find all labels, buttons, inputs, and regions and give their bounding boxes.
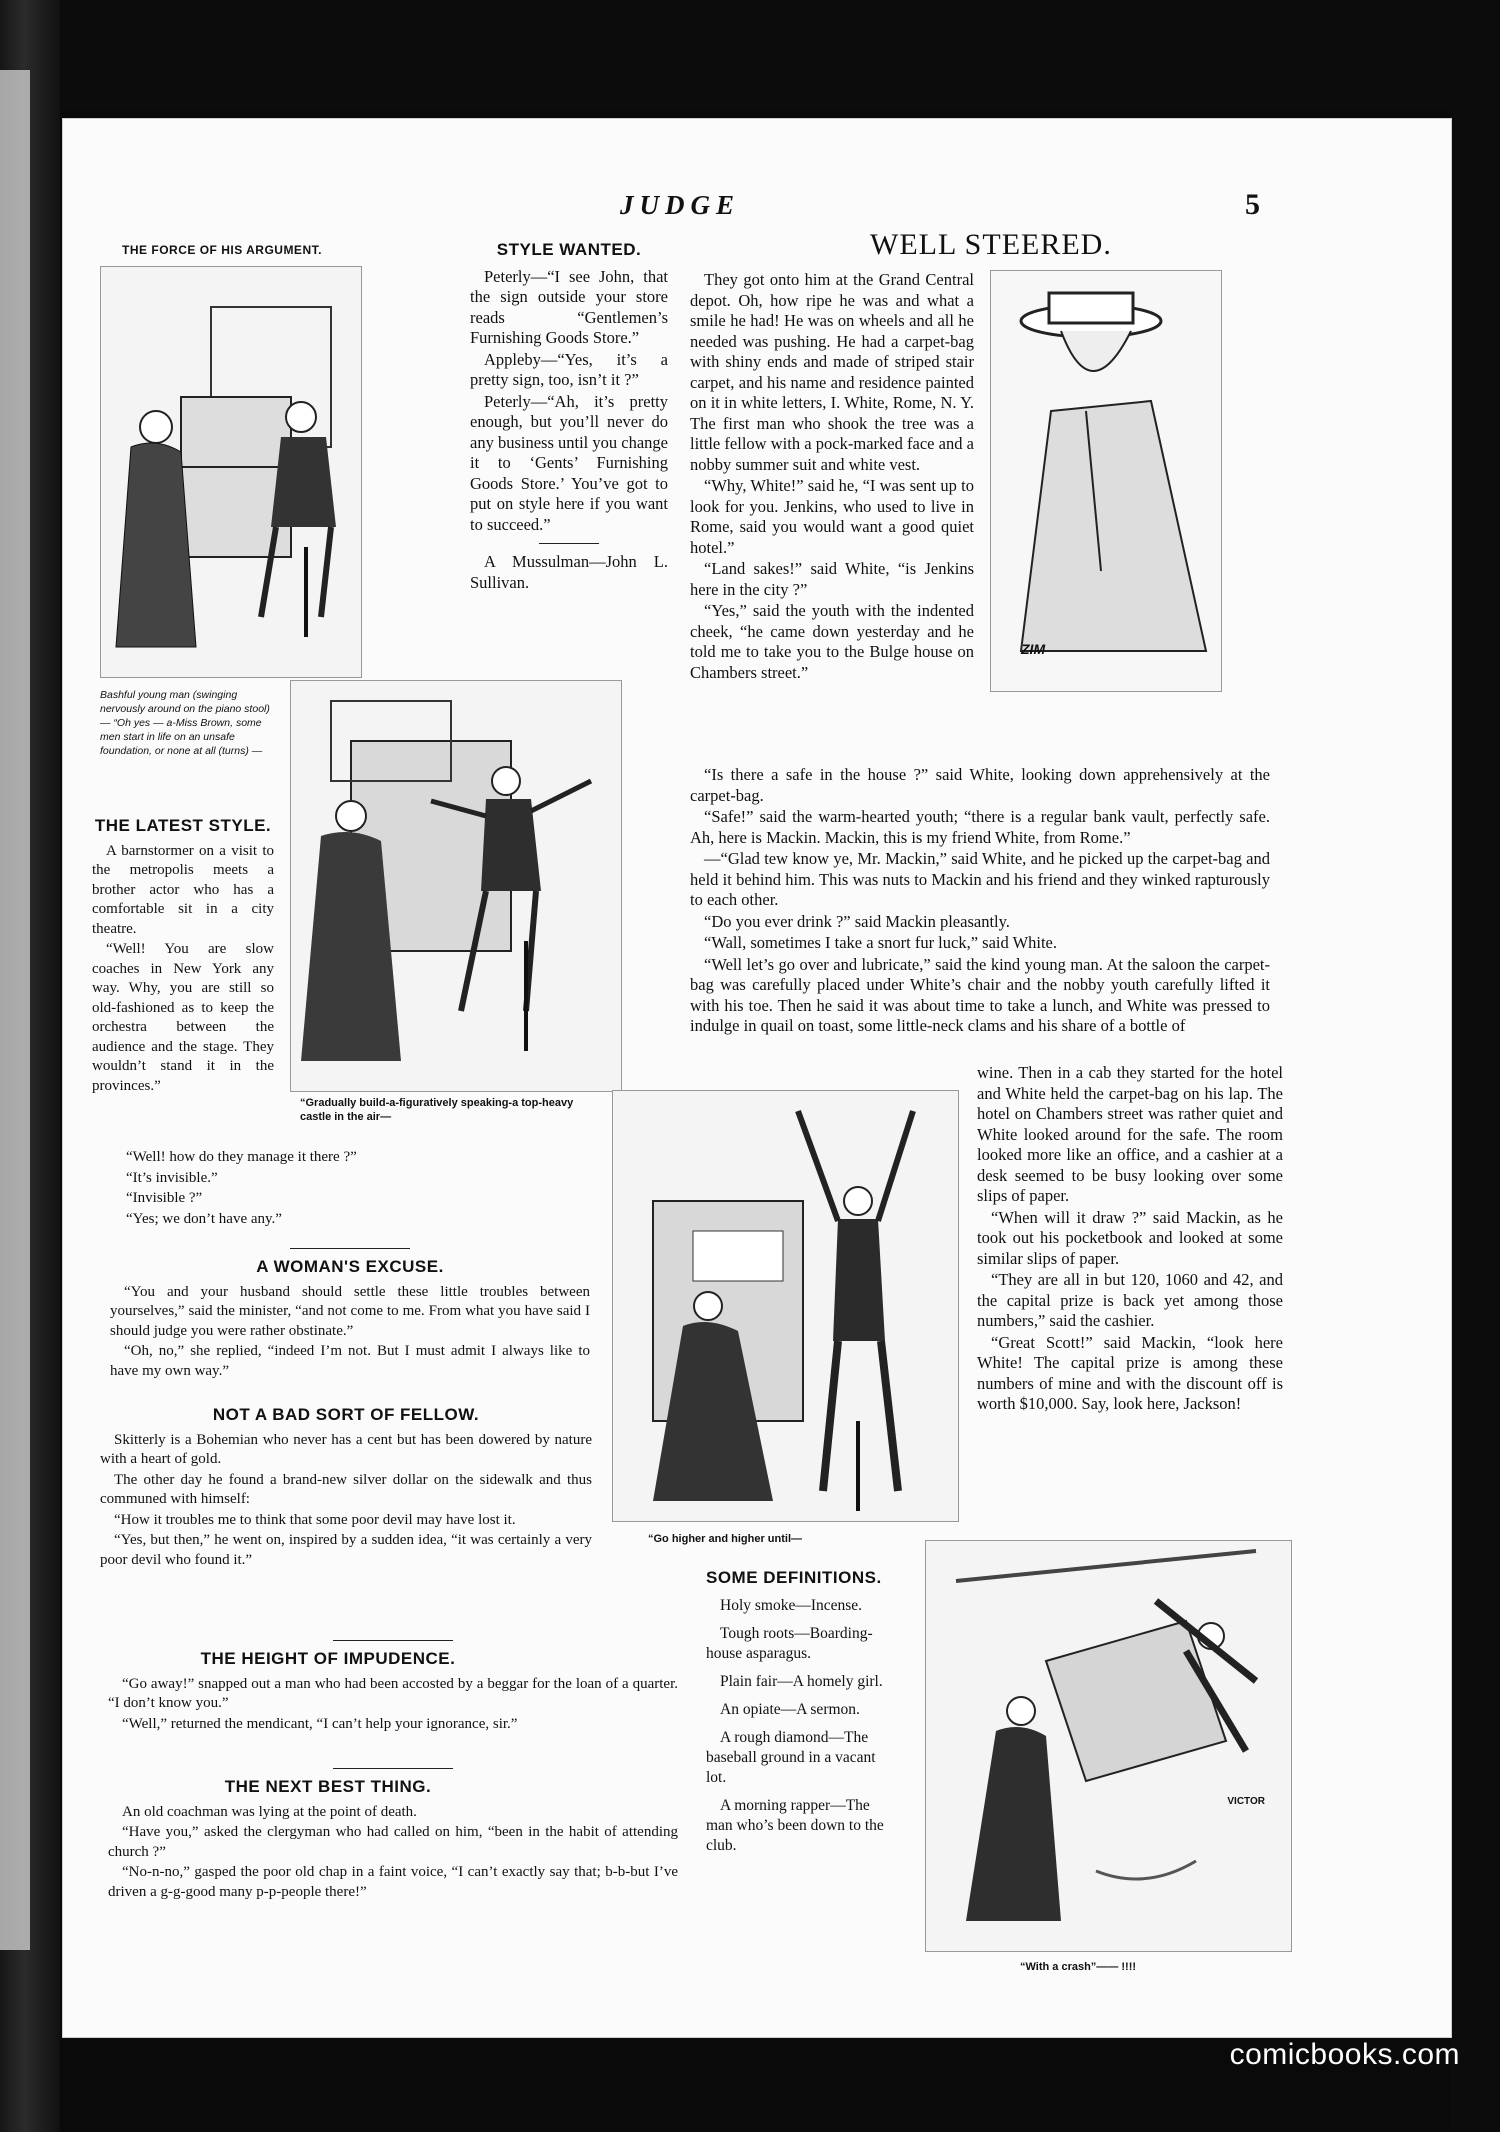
force-title-block	[92, 240, 352, 261]
illustration-crash	[925, 1540, 1292, 1952]
well-steered-title: WELL STEERED.	[870, 228, 1112, 261]
not-bad-paragraph: “How it troubles me to think that some poor devil may have lost it.	[114, 1511, 516, 1528]
definition-item: Tough roots—Boarding-house asparagus.	[706, 1625, 873, 1662]
illustration-piano-2	[290, 680, 622, 1092]
next-best-article	[108, 1760, 678, 1903]
style-wanted-article	[470, 240, 668, 594]
latest-style-paragraph: “Yes; we don’t have any.”	[126, 1210, 282, 1227]
definition-item: A morning rapper—The man who’s been down to the club.	[706, 1797, 884, 1854]
next-best-paragraph: An old coachman was lying at the point of death.	[122, 1803, 417, 1820]
next-best-paragraph: “No-n-no,” gasped the poor old chap in a faint voice, “I can’t exactly say that; b-b-but I’ve driven a g-g-good many p-p-people there!”	[108, 1864, 678, 1900]
figure4-signature: VICTOR	[1227, 1796, 1265, 1807]
latest-style-paragraph: “Invisible ?”	[126, 1190, 203, 1206]
figure2-caption: “Gradually build-a-figuratively speaking-a top-heavy castle in the air—	[300, 1097, 574, 1123]
definition-item: Plain fair—A homely girl.	[720, 1673, 883, 1690]
illustration-piano-1	[100, 266, 362, 678]
style-wanted-title: STYLE WANTED.	[496, 240, 642, 259]
well-steered-paragraph: “Wall, sometimes I take a snort fur luck,” said White.	[704, 933, 1058, 952]
style-wanted-paragraph: Peterly—“I see John, that the sign outside your store reads “Gentlemen’s Furnishing Goods Store.”	[470, 266, 668, 347]
divider	[333, 1640, 453, 1641]
not-bad-paragraph: “Yes, but then,” he went on, inspired by a sudden idea, “it was certainly a very poor devil who found it.”	[100, 1532, 592, 1568]
divider	[290, 1248, 410, 1249]
well-steered-article	[690, 270, 974, 684]
impudence-paragraph: “Go away!” snapped out a man who had been accosted by a beggar for the loan of a quarter. “I don’t know you.”	[108, 1675, 678, 1711]
impudence-article	[108, 1632, 678, 1735]
next-best-paragraph: “Have you,” asked the clergyman who had called on him, “been in the habit of attending church ?”	[108, 1824, 678, 1860]
impudence-paragraph: “Well,” returned the mendicant, “I can’t help your ignorance, sir.”	[122, 1715, 518, 1732]
definition-item: A rough diamond—The baseball ground in a vacant lot.	[706, 1729, 876, 1786]
not-bad-article	[100, 1405, 592, 1571]
definition-item: Holy smoke—Incense.	[720, 1597, 863, 1614]
figure4-caption: “With a crash”—— !!!!	[1020, 1961, 1137, 1973]
latest-style-paragraph: “Well! You are slow coaches in New York any way. Why, you are still so old-fashioned as to keep the orchestra between the audience and the stage. They wouldn’t stand it in the provinces.”	[92, 941, 274, 1094]
well-steered-paragraph: “Land sakes!” said White, “is Jenkins here in the city ?”	[690, 559, 974, 599]
previous-page-edge	[0, 70, 30, 1950]
well-steered-paragraph: “Is there a safe in the house ?” said White, looking down apprehensively at the carpet-bag.	[690, 765, 1270, 805]
well-steered-paragraph: “Why, White!” said he, “I was sent up to look for you. Jenkins, who used to live in Rome, said you would want a good quiet hotel.”	[690, 476, 974, 557]
well-steered-paragraph: “Great Scott!” said Mackin, “look here White! The capital prize is among these numbers of mine and with the discount off is worth $10,000. Say, look here, Jackson!	[977, 1332, 1283, 1413]
figure3-caption: “Go higher and higher until—	[648, 1533, 802, 1545]
latest-style-paragraph: “Well! how do they manage it there ?”	[126, 1149, 357, 1165]
divider	[333, 1768, 453, 1769]
not-bad-paragraph: The other day he found a brand-new silver dollar on the sidewalk and thus communed with himself:	[100, 1471, 592, 1507]
latest-style-paragraph: “It’s invisible.”	[126, 1169, 218, 1186]
page-binding	[0, 0, 60, 2132]
illustration-old-man	[990, 270, 1222, 692]
womans-excuse-title: A WOMAN'S EXCUSE.	[256, 1257, 444, 1276]
definition-item: An opiate—A sermon.	[720, 1701, 860, 1718]
well-steered-paragraph: “Well let’s go over and lubricate,” said the kind young man. At the saloon the carpet-bag was carefully placed under White’s chair and the nobby youth carefully lifted it with his toe. Then he said it was about time to take a lunch, and White was pressed to indulge in quail on toast, some little-neck clams and his share of a bottle of	[690, 954, 1270, 1035]
illustration-piano-3	[612, 1090, 959, 1522]
force-caption: Bashful young man (swinging nervously around on the piano stool) — “Oh yes — a-Miss Brown, some men start in life on an unsafe foundation, or none at all (turns) —	[100, 689, 270, 757]
definitions-title: SOME DEFINITIONS.	[706, 1568, 882, 1587]
site-watermark: comicbooks.com	[1229, 2038, 1460, 2071]
womans-excuse-paragraph: “Oh, no,” she replied, “indeed I’m not. But I must admit I always like to have my own way.”	[110, 1343, 590, 1379]
divider	[539, 543, 599, 544]
page-number: 5	[1245, 188, 1260, 221]
style-wanted-paragraph: Appleby—“Yes, it’s a pretty sign, too, isn’t it ?”	[470, 349, 668, 389]
not-bad-paragraph: Skitterly is a Bohemian who never has a cent but has been dowered by nature with a heart of gold.	[100, 1431, 592, 1467]
well-steered-paragraph: —“Glad tew know ye, Mr. Mackin,” said White, and he picked up the carpet-bag and held it behind him. This was nuts to Mackin and his friend and they winked rapturously to each other.	[690, 849, 1270, 909]
well-steered-paragraph: “Do you ever drink ?” said Mackin pleasantly.	[704, 911, 1010, 931]
not-bad-title: NOT A BAD SORT OF FELLOW.	[212, 1405, 480, 1424]
well-steered-article-end	[977, 1063, 1283, 1416]
well-steered-paragraph: “Yes,” said the youth with the indented cheek, “he came down yesterday and he told me to take you to the Bulge house on Chambers street.”	[690, 601, 974, 682]
scan-background-right	[1450, 0, 1500, 2132]
latest-style-article-cont	[112, 1148, 442, 1230]
style-wanted-signoff: A Mussulman—John L. Sullivan.	[470, 552, 668, 592]
well-steered-paragraph: “Safe!” said the warm-hearted youth; “there is a regular bank vault, perfectly safe. Ah, here is Mackin. Mackin, this is my friend White, from Rome.”	[690, 807, 1270, 847]
latest-style-paragraph: A barnstormer on a visit to the metropolis meets a brother actor who has a comfortable sit in a city theatre.	[92, 842, 274, 937]
definitions-article	[706, 1568, 896, 1857]
masthead-title: JUDGE	[620, 190, 741, 220]
well-steered-paragraph: “When will it draw ?” said Mackin, as he took out his pocketbook and looked at some similar slips of paper.	[977, 1207, 1283, 1268]
impudence-title: THE HEIGHT OF IMPUDENCE.	[200, 1649, 456, 1668]
well-steered-paragraph: “They are all in but 120, 1060 and 42, and the capital prize is back yet among those numbers,” said the cashier.	[977, 1270, 1283, 1330]
next-best-title: THE NEXT BEST THING.	[224, 1777, 432, 1796]
scan-background-top	[60, 0, 1500, 110]
well-steered-paragraph: They got onto him at the Grand Central depot. Oh, how ripe he was and what a smile he had! He was on wheels and all he needed was pushing. He had a carpet-bag with shiny ends and made of striped stair carpet, and his name and residence painted on it in white letters, I. White, Rome, N. Y. The first man who shook the tree was a little fellow with a pock-marked face and a nobby summer suit and white vest.	[690, 270, 974, 474]
womans-excuse-article	[110, 1240, 590, 1382]
style-wanted-paragraph: Peterly—“Ah, it’s pretty enough, but you’ll never do any business until you change it to ‘Gents’ Furnishing Goods Store.’ You’ve got to put on style here if you want to succeed.”	[470, 391, 668, 534]
latest-style-article	[92, 816, 274, 1097]
figure1-signature: ZIM	[1021, 641, 1046, 657]
latest-style-title: THE LATEST STYLE.	[94, 816, 272, 835]
womans-excuse-paragraph: “You and your husband should settle these little troubles between yourselves,” said the minister, “and not come to me. From what you have said I should judge you were rather obstinate.”	[110, 1283, 590, 1339]
force-title: THE FORCE OF HIS ARGUMENT.	[122, 243, 322, 257]
well-steered-paragraph: wine. Then in a cab they started for the hotel and White held the carpet-bag on his lap. The hotel on Chambers street was rather quiet and White looked around for the safe. The room looked more like an office, and a cashier at a desk seemed to be busy looking over some slips of paper.	[977, 1063, 1283, 1205]
well-steered-article-wide	[690, 765, 1270, 1038]
